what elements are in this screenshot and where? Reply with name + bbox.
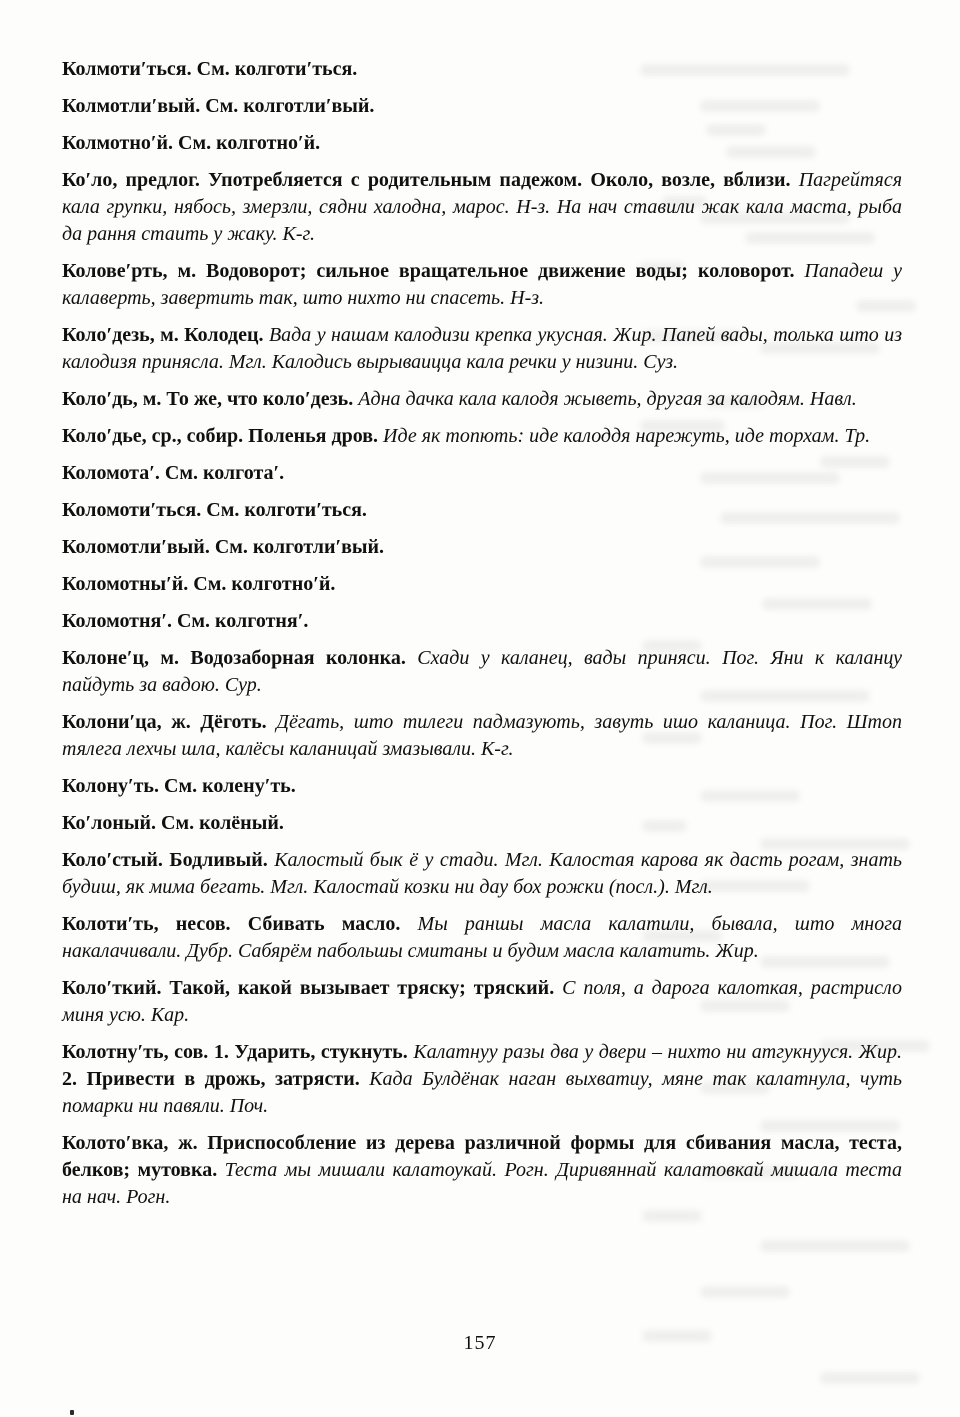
dictionary-entry (62, 571, 902, 598)
entry-headword-and-definition: Коломотли′вый. См. колготли′вый. (62, 536, 385, 558)
entry-dialect-citation: Вада у нашам калодизи крепка укусная. Жир. Папей вады, толька што из калодизя принясла. Мгл. Калодись вырываицца кала речки у низини. Суз. (62, 324, 902, 373)
dictionary-entry (62, 386, 902, 413)
entry-headword-and-definition: Колмотли′вый. См. колготли′вый. (62, 95, 375, 117)
dictionary-entry (62, 93, 902, 120)
entry-headword-and-definition: Ко′лоный. См. колёный. (62, 812, 284, 834)
entry-dialect-citation: Пападеш у калаверть, завертить так, што нихто ни спасеть. Н-з. (62, 260, 903, 309)
dictionary-entry (62, 911, 902, 965)
entry-headword-and-definition: Коло′дезь, м. Колодец. (62, 324, 269, 346)
entry-dialect-citation: Мы раншы масла калатили, бывала, што многа накалачивали. Дубр. Сабярём пабольшы смитаны и будим масла калатить. Жир. (62, 913, 903, 962)
dictionary-entry (62, 534, 902, 561)
entry-headword-and-definition: Колмотно′й. См. колготно′й. (62, 132, 321, 154)
entry-headword-and-definition: Коло′стый. Бодливый. (62, 849, 275, 871)
dictionary-entry (62, 773, 902, 800)
entry-headword-and-definition: Коломотня′. См. колготня′. (62, 610, 309, 632)
dictionary-entry (62, 709, 902, 763)
entry-headword-and-definition: Коломоти′ться. См. колготи′ться. (62, 499, 367, 521)
entry-dialect-citation: Пагрейтяся кала групки, нябось, змерзли, сядни халодна, марос. Н-з. На нач ставили жак кала маста, рыба да рання стаить у жаку. К-г. (62, 169, 902, 245)
entry-dialect-citation: Калатнуу разы два у двери – нихто ни атгукнууся. Жир. (413, 1041, 902, 1063)
dictionary-entry (62, 975, 902, 1029)
entry-headword-and-definition: Колоне′ц, м. Водозаборная колонка. (62, 647, 418, 669)
entry-headword-and-definition: Коло′дье, ср., собир. Поленья дров. (62, 425, 384, 447)
entry-dialect-citation: Схади у каланец, вады приняси. Пог. Яни к каланцу пайдуть за вадою. Сур. (62, 647, 902, 696)
entry-headword-and-definition: Коломота′. См. колгота′. (62, 462, 285, 484)
entry-headword-and-definition: 2. Привести в дрожь, затрясти. (62, 1068, 370, 1090)
entry-dialect-citation: Иде як топють: иде калоддя нарежуть, иде торхам. Тр. (383, 425, 871, 447)
ink-speck (70, 1410, 74, 1415)
entry-headword-and-definition: Колото′вка, ж. Приспособление из дерева различной формы для сбивания масла, теста, белков; мутовка. (62, 1132, 902, 1181)
page-number: 157 (463, 1332, 497, 1354)
entries (62, 56, 902, 1221)
entry-headword-and-definition: Колотну′ть, сов. 1. Ударить, стукнуть. (62, 1041, 414, 1063)
entry-headword-and-definition: Коло′ткий. Такой, какой вызывает тряску; тряский. (62, 977, 563, 999)
dictionary-entry (62, 810, 902, 837)
entry-headword-and-definition: Коломотны′й. См. колготно′й. (62, 573, 336, 595)
ghost-text-fragment (760, 1240, 910, 1252)
entry-headword-and-definition: Коло′дь, м. То же, что коло′дезь. (62, 388, 359, 410)
dictionary-entry (62, 423, 902, 450)
dictionary-entry (62, 497, 902, 524)
entry-headword-and-definition: Ко′ло, предлог. Употребляется с родительным падежом. Около, возле, вблизи. (62, 169, 799, 191)
entry-headword-and-definition: Колони′ца, ж. Дёготь. (62, 711, 277, 733)
dictionary-entry (62, 56, 902, 83)
entry-dialect-citation: Адна дачка кала калодя жыветь, другая за калодям. Навл. (358, 388, 857, 410)
entry-headword-and-definition: Колону′ть. См. колену′ть. (62, 775, 296, 797)
dictionary-entry (62, 847, 902, 901)
entry-dialect-citation: Теста мы мишали калатоукай. Рогн. Диривяннай калатовкай мишала теста на нач. Рогн. (62, 1159, 903, 1208)
dictionary-entry (62, 322, 902, 376)
ghost-text-fragment (820, 1372, 920, 1384)
dictionary-entry (62, 1039, 902, 1120)
entry-dialect-citation: Дёгать, што тилеги падмазують, завуть ишо каланица. Пог. Штоп тялега лехчы шла, калёсы каланицай змазывали. К-г. (62, 711, 902, 760)
ghost-text-fragment (700, 1286, 790, 1298)
entry-dialect-citation: Када Булдёнак наган выхватиу, мяне так калатнула, чуть помарки ни павяли. Поч. (62, 1068, 902, 1117)
dictionary-entry (62, 460, 902, 487)
dictionary-entry (62, 258, 902, 312)
entry-dialect-citation: Калостый бык ё у стади. Мгл. Калостая карова як дасть рогам, знать будиш, як мима бегать. Мгл. Калостай козки ни дау бох рожки (посл.). Мгл. (62, 849, 902, 898)
dictionary-entry (62, 645, 902, 699)
entry-dialect-citation: С поля, а дарога калоткая, растрисло миня усю. Кар. (62, 977, 902, 1026)
dictionary-entry (62, 130, 902, 157)
entry-headword-and-definition: Колмоти′ться. См. колготи′ться. (62, 58, 358, 80)
entry-headword-and-definition: Колове′рть, м. Водоворот; сильное вращательное движение воды; коловорот. (62, 260, 805, 282)
entry-headword-and-definition: Колоти′ть, несов. Сбивать масло. (62, 913, 418, 935)
dictionary-entry (62, 608, 902, 635)
dictionary-entry (62, 167, 902, 248)
dictionary-entry (62, 1130, 902, 1211)
